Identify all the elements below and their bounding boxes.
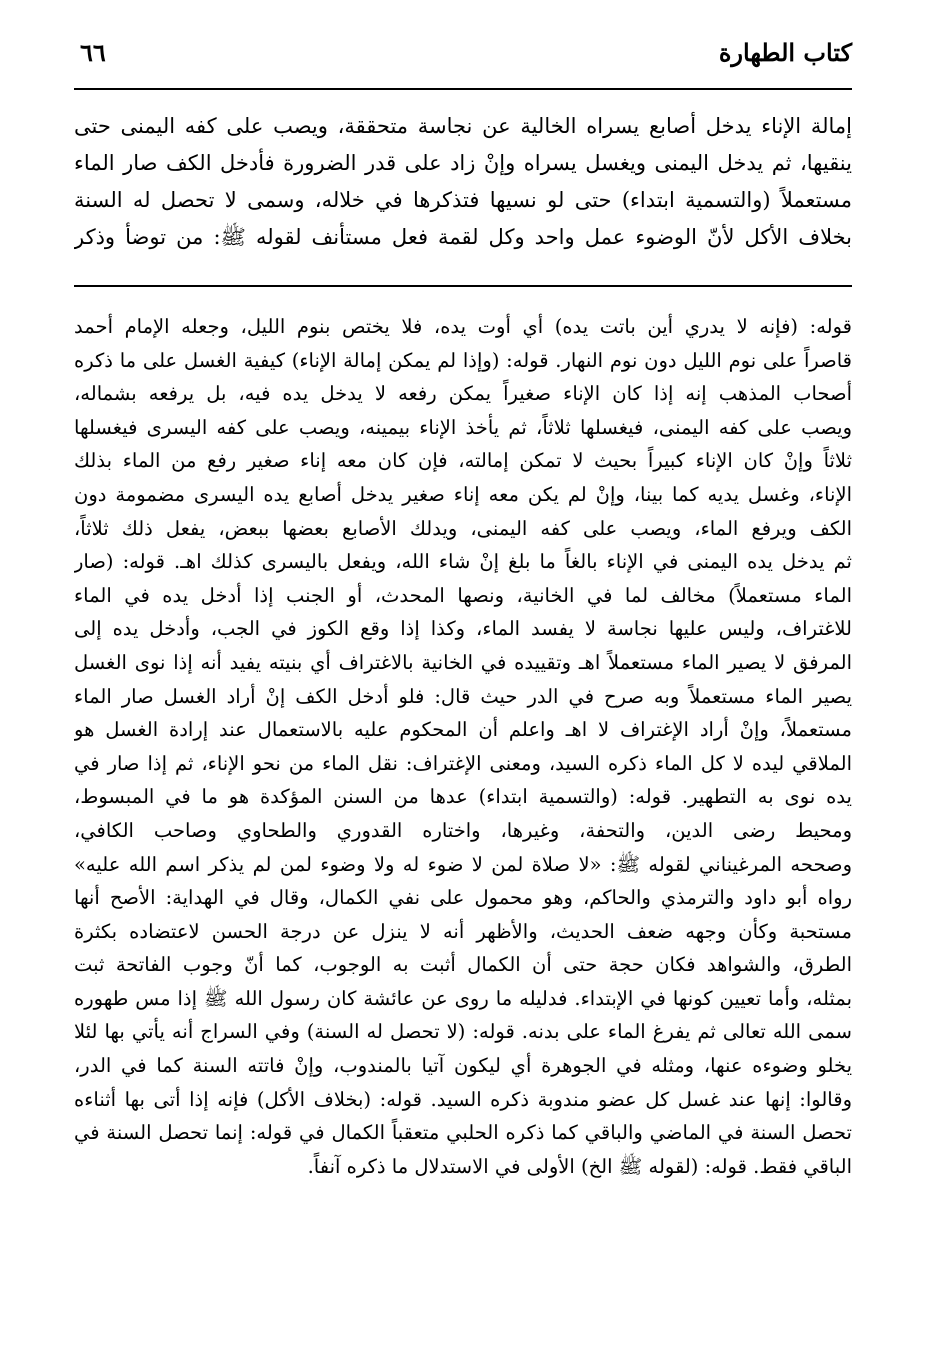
commentary-line: يصير الماء مستعملاً وبه صرح في الدر حيث قال: فلو أدخل الكف إنْ أراد الغسل صار الماء [74,684,852,708]
commentary-line: الملاقي ليده لا كل الماء ذكره السيد، ومعنى الإغتراف: نقل الماء من نحو الإناء، ثم إذا صار في [74,751,852,775]
commentary-line: قاصراً على نوم الليل دون نوم النهار. قوله: (وإذا لم يمكن إمالة الإناء) كيفية الغسل على ما ذكره [74,348,852,372]
commentary-line: مستعملاً، وإنْ أراد الإغتراف لا اهـ واعلم أن المحكوم عليه بالاستعمال عند إرادة الغسل هو [74,718,852,742]
commentary-line: يده نوى به التطهير. قوله: (والتسمية ابتداء) عدها من السنن المؤكدة هو ما في المبسوط، [74,785,852,809]
commentary-line: الماء مستعملاً) مخالف لما في الخانية، ونصها المحدث، أو الجنب إذا أدخل يده في الماء [74,583,852,607]
commentary-line: رواه أبو داود والترمذي والحاكم، وهو محمول على نفي الكمال، وقال في الهداية: الأصح أنها [74,886,852,910]
commentary-line: وصححه المرغيناني لقوله ﷺ: «لا صلاة لمن لا ضوء له ولا وضوء لمن لم يذكر اسم الله عليه» [74,852,852,876]
chapter-title: كتاب الطهارة [718,38,852,67]
header-divider [74,88,852,90]
commentary-line: يخلو وضوءه عنها، ومثله في الجوهرة أي ليكون آتيا بالمندوب، وإنْ فاتته السنة كما في الدر، [74,1054,852,1078]
commentary-line: للاغتراف، وليس عليها نجاسة لا يفسد الماء، وكذا إذا وقع الكوز في الجب، وأدخل يده إلى [74,617,852,641]
commentary-line: ويصب على كفه اليمنى، فيغسلها ثلاثاً، ثم يأخذ الإناء بيمينه، ويصب على كفه اليسرى فيغسلها [74,415,852,439]
commentary-line: ومحيط رضى الدين، والتحفة، وغيرها، واختاره القدوري والطحاوي وصاحب الكافي، [74,818,852,842]
page-number: ٦٦ [80,38,106,67]
commentary-line: قوله: (فإنه لا يدري أين باتت يده) أي أوت يده، فلا يختص بنوم الليل، وجعله الإمام أحمد [74,315,852,338]
commentary-line: الطرق، والشواهد فكان حجة حتى أن الكمال أثبت به الوجوب، كما أنّ وجوب الفاتحة ثبت [74,953,852,977]
commentary-text [74,310,852,1183]
commentary-line: الإناء، وغسل يديه كما بينا، وإنْ لم يكن معه إناء صغير يدخل أصابع يده اليسرى مضمومة دون [74,482,852,506]
document-page [74,0,852,1363]
commentary-line: أصحاب المذهب إنه إذا كان الإناء صغيراً يمكن رفعه لا يدخل يده فيه، بل يرفعه بشماله، [74,382,852,406]
commentary-line: ثم يدخل يده اليمنى في الإناء بالغاً ما بلغ إنْ شاء الله، ويفعل باليسرى كذلك اهـ. قوله: (صار [74,550,852,574]
commentary-divider [74,285,852,287]
commentary-line: مستحبة وكأن وجهه ضعف الحديث، والأظهر أنه لا ينزل عن درجة الحسن لاعتضاده بكثرة [74,919,852,943]
commentary-line: ثلاثاً وإنْ كان الإناء كبيراً بحيث لا تمكن إمالته، فإن كان معه إناء صغير رفع من الماء بذلك [74,449,852,473]
commentary-line: سمى الله تعالى ثم يفرغ الماء على بدنه. قوله: (لا تحصل له السنة) وفي السراج أنه يأتي بها لئلا [74,1020,852,1044]
commentary-line: المرفق لا يصير الماء مستعملاً اهـ وتقييده في الخانية بالاغتراف أي بنيته يفيد أنه إذا نوى الغسل [74,650,852,674]
commentary-line: تحصل السنة في الماضي والباقي كما ذكره الحلبي متعقباً الكمال في قوله: إنما تحصل السنة في [74,1121,852,1145]
commentary-line: بمثله، وأما تعيين كونها في الإبتداء. فدليله ما روى عن عائشة كان رسول الله ﷺ إذا مس طهوره [74,986,852,1010]
main-text-line: مستعملاً (والتسمية ابتداء) حتى لو نسيها فتذكرها في خلاله، وسمى لا تحصل له السنة [74,188,852,212]
main-text-line: بخلاف الأكل لأنّ الوضوء عمل واحد وكل لقمة فعل مستأنف لقوله ﷺ: من توضأ وذكر [74,225,852,249]
main-text-line: إمالة الإناء يدخل أصابع يسراه الخالية عن نجاسة متحققة، ويصب على كفه اليمنى حتى [74,114,852,138]
commentary-line: الباقي فقط. قوله: (لقوله ﷺ الخ) الأولى في الاستدلال ما ذكره آنفاً. [307,1154,852,1178]
page-header [74,38,852,78]
commentary-line: الكف ويرفع الماء، ويصب على كفه اليمنى، ويدلك الأصابع بعضها ببعض، يفعل ذلك ثلاثاً، [74,516,852,540]
commentary-line: وقالوا: إنها عند غسل كل عضو مندوبة ذكره السيد. قوله: (بخلاف الأكل) فإنه إذا أتى بها أثناءه [74,1087,852,1111]
main-text [74,108,852,256]
main-text-line: ينقيها، ثم يدخل اليمنى ويغسل يسراه وإنْ زاد على قدر الضرورة فأدخل الكف صار الماء [74,151,852,175]
